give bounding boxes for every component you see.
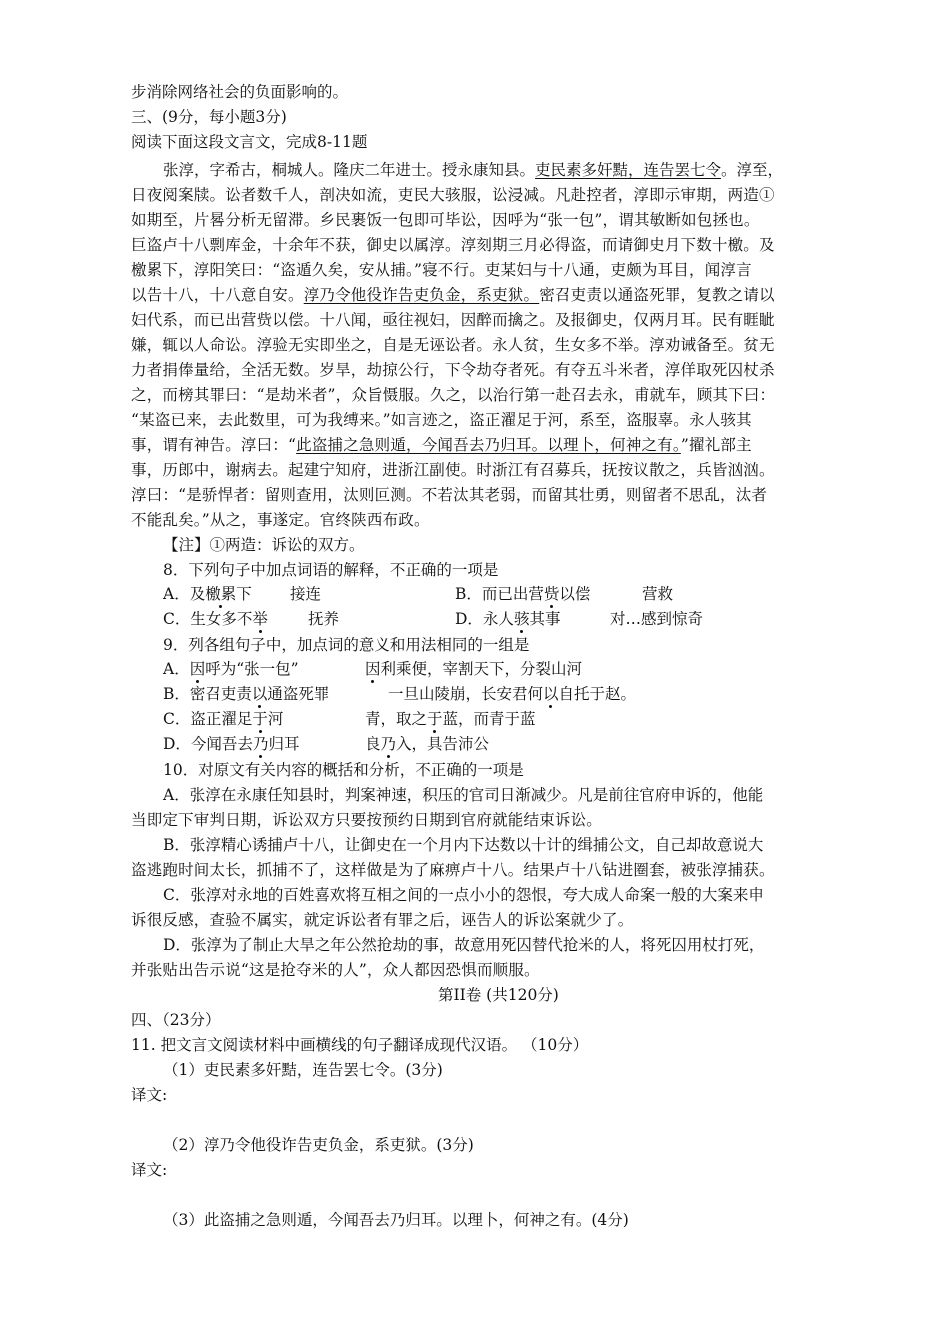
q10-option-a-cont: 当即定下审判日期，诉讼双方只要按预约日期到官府就能结束诉讼。 <box>131 811 603 829</box>
q9-option-c <box>163 709 283 729</box>
option-text: 以偿 <box>559 585 591 603</box>
passage-line: 之，而榜其罪曰：“是劫米者”，众旨慑服。久之，以治行第一赴召去永，甫就车，顾其下曰： <box>131 386 776 404</box>
option-text: 青，取之 <box>365 710 428 728</box>
passage-line: 嫌，辄以人命讼。淳验无实即坐之，自是无诬讼者。永人贫，生女多不举。淳劝诫备至。贫无 <box>131 336 775 354</box>
section3-instruction: 阅读下面这段文言文，完成8-11题 <box>131 133 368 151</box>
q9-stem: 9．列各组句子中，加点词的意义和用法相同的一组是 <box>163 636 530 654</box>
intro-tail: 步消除网络社会的负面影响的。 <box>131 83 349 101</box>
q10-option-b: B．张淳精心诱捕卢十八，让御史在一个月内下达数以十计的缉捕公文，自己却故意说大 <box>163 836 764 854</box>
q11-sentence-1: （1）吏民素多奸黠，连告罢七令。(3分) <box>163 1061 443 1079</box>
passage-line: 妇代系，而已出营赀以偿。十八闻，亟往视妇，因醉而擒之。及报御史，仅两月耳。民有睚眦 <box>131 311 775 329</box>
option-text: 一旦山陵崩，长安君何 <box>388 685 544 703</box>
q11-stem: 11. 把文言文阅读材料中画横线的句子翻译成现代汉语。 （10分） <box>131 1036 589 1054</box>
dotted-word: 以 <box>543 685 559 703</box>
option-text: 下 <box>236 585 252 603</box>
passage-text: 。淳至， <box>721 161 784 179</box>
section4-heading: 四、（23分） <box>131 1011 221 1029</box>
dotted-word: 骇 <box>513 610 530 628</box>
option-text: B．密召吏责 <box>163 685 252 703</box>
passage-text: 事，谓有神告。淳曰：“ <box>131 436 297 454</box>
section3-heading: 三、(9分，每小题3分) <box>131 108 287 126</box>
q10-stem: 10．对原文有关内容的概括和分析，不正确的一项是 <box>163 761 524 779</box>
underlined-sentence-2: 淳乃令他役诈告吏负金，系吏狱。 <box>303 286 540 304</box>
q9-option-b <box>163 684 329 704</box>
answer-label-1: 译文: <box>131 1086 168 1104</box>
option-text: A． <box>163 660 190 678</box>
q9-option-c-pair <box>365 709 536 729</box>
dotted-word: 乃 <box>380 735 397 753</box>
dotted-word: 以 <box>251 685 268 703</box>
q9-option-a <box>163 659 299 679</box>
q11-sentence-3: （3）此盗捕之急则遁，今闻吾去乃归耳。以理卜，何神之有。(4分) <box>163 1211 629 1229</box>
option-text: 归耳 <box>268 735 300 753</box>
passage-line <box>131 285 831 305</box>
q9-option-d <box>163 734 299 754</box>
q8-stem: 8．下列句子中加点词语的解释，不正确的一项是 <box>163 561 499 579</box>
dotted-word: 檄累 <box>205 585 237 603</box>
q8-gloss-d: 对…感到惊奇 <box>610 610 704 628</box>
option-text: 其事 <box>529 610 561 628</box>
underlined-sentence-1: 吏民素多奸黠，连告罢七令 <box>535 161 722 179</box>
q10-option-c: C．张淳对永地的百姓喜欢将互相之间的一点小小的怨恨，夸大成人命案一般的大案来申 <box>163 886 764 904</box>
option-text: C．盗正濯足 <box>163 710 253 728</box>
q9-option-b-pair <box>388 684 636 704</box>
passage-line: 日夜阅案牍。讼者数千人，剖决如流，吏民大骇服，讼浸减。凡赴控者，淳即示审期，两造① <box>131 186 775 204</box>
answer-label-2: 译文: <box>131 1161 168 1179</box>
passage-line: “某盗已来，去此数里，可为我缚来。”如言迹之，盗正濯足于河，系至，盗服辜。永人骇其 <box>131 411 752 429</box>
option-text: A．及 <box>163 585 206 603</box>
passage-text: 密召吏责以通盗死罪，复教之请以 <box>539 286 775 304</box>
q8-gloss-a: 接连 <box>290 585 322 603</box>
dotted-word: 于 <box>252 710 268 728</box>
passage-note: 【注】①两造：诉讼的双方。 <box>163 536 365 554</box>
q10-option-d-cont: 并张贴出告示说“这是抢夺米的人”，众人都因恐惧而顺服。 <box>131 961 540 979</box>
dotted-word: 因 <box>189 660 206 678</box>
q8-option-d <box>455 609 560 629</box>
option-text: C．生女多不 <box>163 610 253 628</box>
dotted-word: 因 <box>365 660 381 678</box>
dotted-word: 赀 <box>543 585 560 603</box>
q9-option-d-pair <box>365 734 489 754</box>
q8-gloss-c: 抚养 <box>308 610 340 628</box>
option-text: 河 <box>267 710 284 728</box>
option-text: 通盗死罪 <box>267 685 330 703</box>
passage-line: 如期至，片晷分析无留滞。乡民裹饭一包即可毕讼，因呼为“张一包”，谓其敏断如包拯也。 <box>131 211 760 229</box>
option-text: 良 <box>365 735 381 753</box>
option-text: 自托于赵。 <box>558 685 637 703</box>
option-text: 利乘便，宰割天下，分裂山河 <box>380 660 583 678</box>
passage-line <box>131 435 831 455</box>
q8-option-a <box>163 584 252 604</box>
option-text: D．永人 <box>455 610 514 628</box>
passage-line: 淳曰：“是骄悍者：留则查用，汰则叵测。不若汰其老弱，而留其壮勇，则留者不思乱，汰者 <box>131 486 768 504</box>
passage-text: ”擢礼部主 <box>680 436 752 454</box>
option-text: D．今闻吾去 <box>163 735 253 753</box>
q10-option-c-cont: 诉很反感，查验不属实，就定诉讼者有罪之后，诬告人的诉讼案就少了。 <box>131 911 634 929</box>
q8-gloss-b: 营救 <box>642 585 674 603</box>
passage-line: 巨盗卢十八剽库金，十余年不获，御史以属淳。淳刻期三月必得盗，而请御史月下数十檄。及 <box>131 236 775 254</box>
passage-text: 以告十八，十八意自安。 <box>131 286 304 304</box>
option-text: B．而已出营 <box>455 585 544 603</box>
passage-line <box>163 160 783 180</box>
option-text: 蓝，而青于蓝 <box>442 710 536 728</box>
passage-line: 檄累下，淳阳笑曰：“盗遁久矣，安从捕。”寝不行。吏某妇与十八通，吏颇为耳目，闻淳言 <box>131 261 752 279</box>
q8-option-b <box>455 584 590 604</box>
option-text: 呼为“张一包” <box>205 660 299 678</box>
dotted-word: 于 <box>427 710 443 728</box>
q11-sentence-2: （2）淳乃令他役诈告吏负金，系吏狱。(3分) <box>163 1136 474 1154</box>
passage-line: 事，历郎中，谢病去。起建宁知府，进浙江副使。时浙江有召募兵，抚按议散之，兵皆汹汹。 <box>131 461 775 479</box>
option-text: 入，具告沛公 <box>396 735 490 753</box>
passage-text: 张淳，字希古，桐城人。隆庆二年进士。授永康知县。 <box>163 161 536 179</box>
passage-line: 力者捐俸量给，全活无数。岁旱，劫掠公行，下令劫夺者死。有夺五斗米者，淳佯取死囚杖杀 <box>131 361 775 379</box>
dotted-word: 乃 <box>252 735 269 753</box>
q10-option-a: A．张淳在永康任知县时，判案神速，积压的官司日渐减少。凡是前往官府申诉的，他能 <box>163 786 764 804</box>
dotted-word: 举 <box>252 610 268 628</box>
q8-option-c <box>163 609 268 629</box>
q10-option-d: D．张淳为了制止大旱之年公然抢劫的事，故意用死囚替代抢米的人，将死囚用杖打死， <box>163 936 765 954</box>
q9-option-a-pair <box>365 659 582 679</box>
passage-line: 不能乱矣。”从之，事遂定。官终陕西布政。 <box>131 511 430 529</box>
underlined-sentence-3: 此盗捕之急则遁，今闻吾去乃归耳。以理卜，何神之有。 <box>296 436 681 454</box>
q10-option-b-cont: 盗逃跑时间太长，抓捕不了，这样做是为了麻痹卢十八。结果卢十八钻进圈套，被张淳捕获。 <box>131 861 775 879</box>
part2-title: 第II卷 (共120分) <box>438 986 559 1004</box>
